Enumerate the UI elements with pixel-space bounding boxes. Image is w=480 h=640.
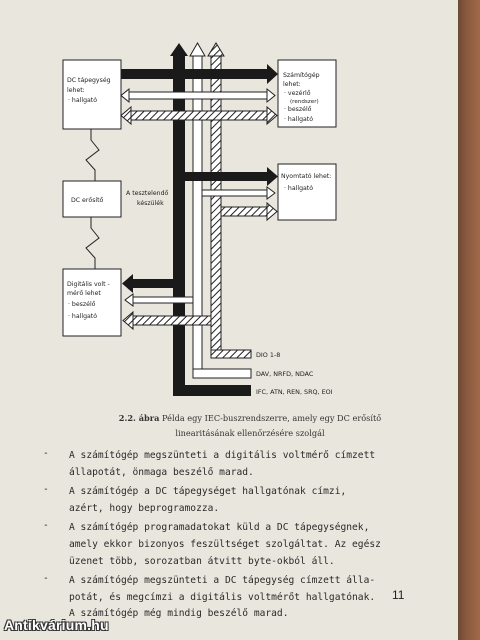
list-line: üzenet több, sorozatban átvitt byte-okból áll. bbox=[69, 555, 335, 567]
test-device-label-1: A tesztelendő bbox=[126, 190, 169, 197]
voltmeter-control-arrow bbox=[122, 274, 133, 293]
dc-source-role-1: · hallgató bbox=[68, 97, 98, 104]
printer-data-link bbox=[221, 207, 268, 216]
dc-data-arrow-left bbox=[121, 107, 131, 124]
list-dash: - bbox=[43, 484, 49, 496]
voltmeter-data-link bbox=[132, 316, 211, 325]
list-line: azért, hogy beprogramozza. bbox=[69, 502, 220, 514]
figure-caption bbox=[105, 411, 395, 441]
list-line: A számítógép programadatokat küld a DC tápegységnek, bbox=[69, 522, 370, 534]
control-bus-label: IFC, ATN, REN, SRQ, EOI bbox=[256, 388, 333, 396]
handshake-bus-trunk bbox=[193, 56, 202, 378]
computer-role-4: · hallgató bbox=[284, 116, 314, 123]
dc-handshake-link bbox=[128, 92, 268, 99]
list-line: A számítógép megszünteti a digitális voltmérő címzett bbox=[69, 450, 376, 461]
printer-control-arrow bbox=[267, 167, 278, 186]
dc-handshake-arrow-right bbox=[267, 89, 275, 102]
voltmeter-title-2: mérő lehet bbox=[67, 290, 101, 297]
voltmeter-role-1: · beszélő bbox=[68, 301, 96, 308]
computer-title-1: Számítógép bbox=[283, 72, 320, 79]
voltmeter-title-1: Digitális volt - bbox=[67, 281, 110, 288]
list-line: amely ekkor bizonyos feszültséget szolgáltat. Az egész bbox=[69, 538, 381, 550]
printer-handshake-link bbox=[202, 190, 268, 196]
control-bus-trunk bbox=[173, 56, 185, 396]
caption-line-2: linearitásának ellenőrzésére szolgál bbox=[175, 428, 325, 438]
computer-title-2: lehet: bbox=[283, 81, 301, 88]
list-item bbox=[43, 573, 423, 623]
step-list bbox=[43, 448, 423, 626]
control-bus-end bbox=[173, 385, 251, 396]
analog-link-dc-to-amplifier bbox=[86, 129, 99, 181]
handshake-bus-end bbox=[193, 369, 251, 378]
dc-data-link bbox=[130, 111, 268, 120]
list-line: potát, és megcímzi a digitális voltmérőt hallgatónak. bbox=[69, 591, 376, 603]
handshake-bus-label: DAV, NRFD, NDAC bbox=[256, 370, 314, 378]
amplifier-label: DC erősítő bbox=[71, 197, 104, 204]
voltmeter-handshake-arrow bbox=[125, 294, 133, 306]
data-bus-arrowhead bbox=[208, 43, 224, 56]
test-device-label-2: készülék bbox=[137, 200, 164, 207]
printer-control-link bbox=[185, 172, 268, 181]
list-dash: - bbox=[43, 573, 49, 585]
data-bus-end bbox=[211, 350, 251, 358]
data-bus-label: DIO 1-8 bbox=[256, 351, 281, 359]
data-bus-trunk bbox=[211, 56, 221, 358]
handshake-bus-arrowhead bbox=[190, 43, 205, 56]
watermark-logo: Antikvárium.hu bbox=[4, 617, 109, 633]
list-line: A számítógép még mindig beszélő marad. bbox=[69, 608, 289, 620]
dc-control-arrow-right bbox=[267, 64, 278, 84]
voltmeter-control-link bbox=[132, 279, 173, 288]
dc-source-title-2: lehet: bbox=[67, 87, 85, 94]
computer-role-3: · beszélő bbox=[284, 106, 312, 113]
page-number: 11 bbox=[392, 588, 405, 602]
dc-source-box bbox=[63, 60, 121, 129]
list-item bbox=[43, 520, 423, 570]
printer-role-1: · hallgató bbox=[284, 185, 314, 192]
voltmeter-role-2: · hallgató bbox=[68, 313, 98, 320]
list-dash: - bbox=[43, 520, 49, 532]
voltmeter-handshake-link bbox=[132, 297, 193, 303]
printer-title: Nyomtató lehet: bbox=[281, 173, 332, 180]
list-line: állapotát, önmaga beszélő marad. bbox=[69, 466, 254, 478]
computer-role-2: (rendszer) bbox=[290, 99, 319, 105]
dc-data-arrow-right bbox=[267, 107, 277, 124]
list-dash: - bbox=[43, 448, 49, 459]
dc-handshake-arrow-left bbox=[121, 89, 129, 102]
computer-role-1: · vezérlő bbox=[284, 90, 311, 97]
list-line: A számítógép a DC tápegységet hallgatónak címzi, bbox=[69, 486, 347, 498]
dc-source-title-1: DC tápegység bbox=[67, 77, 111, 84]
figure-number: 2.2. ábra bbox=[118, 413, 160, 423]
list-item bbox=[43, 484, 423, 517]
list-item bbox=[43, 448, 423, 481]
dc-control-link bbox=[120, 69, 268, 79]
list-line: A számítógép megszünteti a DC tápegység címzett álla- bbox=[69, 575, 376, 587]
analog-link-amplifier-to-voltmeter bbox=[86, 217, 99, 269]
voltmeter-data-arrow bbox=[123, 312, 133, 329]
printer-data-arrow bbox=[267, 203, 277, 220]
caption-line-1: Példa egy IEC-buszrendszerre, amely egy DC erősítő bbox=[159, 413, 382, 423]
control-bus-arrowhead bbox=[170, 43, 188, 56]
printer-handshake-arrow bbox=[267, 187, 275, 199]
book-spine bbox=[458, 0, 480, 640]
